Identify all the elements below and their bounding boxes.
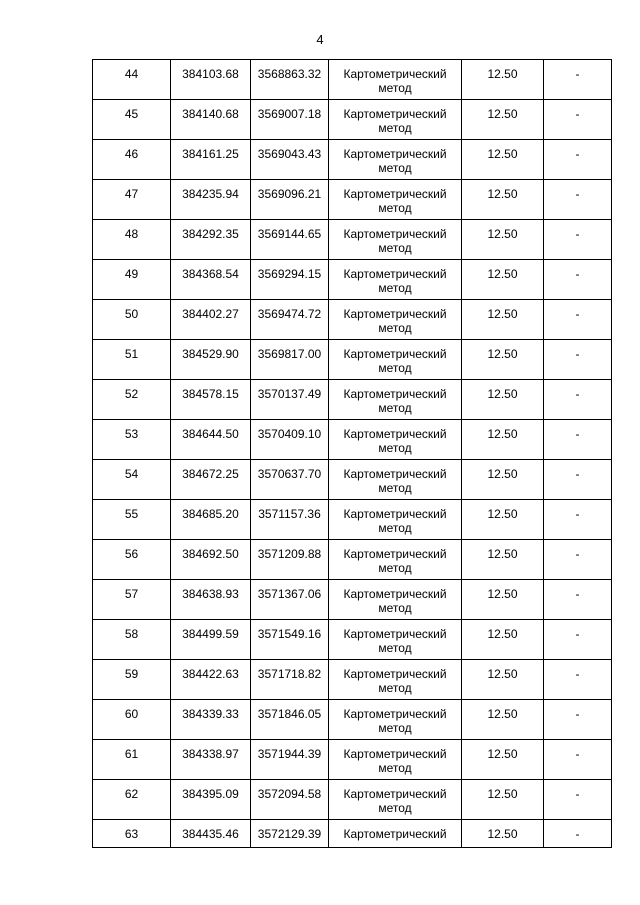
accuracy-cell-text: 12.50 — [487, 747, 518, 761]
x-coordinate-cell-text: 384395.09 — [182, 787, 239, 801]
accuracy-cell-text: 12.50 — [487, 307, 518, 321]
method-cell — [329, 60, 462, 100]
coordinates-table-body — [93, 60, 612, 848]
accuracy-cell — [462, 540, 544, 580]
accuracy-cell-text: 12.50 — [487, 547, 518, 561]
y-coordinate-cell-text: 3571944.39 — [257, 747, 322, 761]
method-cell-text: Картометрический метод — [343, 347, 447, 375]
point-number-cell-text: 44 — [124, 67, 139, 81]
y-coordinate-cell — [251, 380, 329, 420]
accuracy-cell — [462, 220, 544, 260]
coordinates-table — [92, 59, 612, 848]
y-coordinate-cell-text: 3571718.82 — [257, 667, 322, 681]
point-number-cell — [93, 620, 171, 660]
y-coordinate-cell — [251, 140, 329, 180]
accuracy-cell — [462, 340, 544, 380]
y-coordinate-cell-text: 3568863.32 — [257, 67, 322, 81]
y-coordinate-cell-text: 3569474.72 — [257, 307, 322, 321]
table-row — [93, 700, 612, 740]
method-cell — [329, 260, 462, 300]
point-number-cell-text: 54 — [124, 467, 139, 481]
point-number-cell — [93, 380, 171, 420]
point-number-cell — [93, 140, 171, 180]
note-cell — [544, 420, 612, 460]
table-row — [93, 620, 612, 660]
point-number-cell — [93, 260, 171, 300]
x-coordinate-cell — [171, 340, 251, 380]
y-coordinate-cell — [251, 340, 329, 380]
point-number-cell-text: 56 — [124, 547, 139, 561]
x-coordinate-cell — [171, 140, 251, 180]
y-coordinate-cell — [251, 740, 329, 780]
y-coordinate-cell-text: 3572094.58 — [257, 787, 322, 801]
method-cell — [329, 300, 462, 340]
x-coordinate-cell — [171, 820, 251, 848]
x-coordinate-cell-text: 384644.50 — [182, 427, 239, 441]
y-coordinate-cell-text: 3570137.49 — [257, 387, 322, 401]
accuracy-cell-text: 12.50 — [487, 507, 518, 521]
x-coordinate-cell — [171, 220, 251, 260]
x-coordinate-cell-text: 384499.59 — [182, 627, 239, 641]
x-coordinate-cell-text: 384292.35 — [182, 227, 239, 241]
x-coordinate-cell-text: 384339.33 — [182, 707, 239, 721]
table-row — [93, 340, 612, 380]
method-cell — [329, 780, 462, 820]
accuracy-cell-text: 12.50 — [487, 267, 518, 281]
note-cell-text: - — [575, 627, 580, 641]
point-number-cell-text: 46 — [124, 147, 139, 161]
note-cell — [544, 700, 612, 740]
x-coordinate-cell-text: 384638.93 — [182, 587, 239, 601]
note-cell-text: - — [575, 187, 580, 201]
accuracy-cell — [462, 820, 544, 848]
x-coordinate-cell — [171, 100, 251, 140]
accuracy-cell — [462, 780, 544, 820]
note-cell — [544, 260, 612, 300]
x-coordinate-cell — [171, 700, 251, 740]
table-row — [93, 60, 612, 100]
x-coordinate-cell-text: 384140.68 — [182, 107, 239, 121]
note-cell — [544, 820, 612, 848]
accuracy-cell-text: 12.50 — [487, 787, 518, 801]
table-row — [93, 460, 612, 500]
method-cell-text: Картометрический метод — [343, 427, 447, 455]
x-coordinate-cell — [171, 380, 251, 420]
accuracy-cell — [462, 300, 544, 340]
y-coordinate-cell-text: 3572129.39 — [257, 827, 322, 841]
x-coordinate-cell — [171, 460, 251, 500]
accuracy-cell — [462, 620, 544, 660]
point-number-cell — [93, 460, 171, 500]
point-number-cell — [93, 660, 171, 700]
table-row — [93, 140, 612, 180]
x-coordinate-cell — [171, 420, 251, 460]
note-cell — [544, 100, 612, 140]
point-number-cell — [93, 740, 171, 780]
method-cell — [329, 380, 462, 420]
y-coordinate-cell — [251, 300, 329, 340]
table-row — [93, 820, 612, 848]
table-row — [93, 740, 612, 780]
x-coordinate-cell — [171, 260, 251, 300]
x-coordinate-cell — [171, 300, 251, 340]
method-cell-text: Картометрический метод — [343, 107, 447, 135]
x-coordinate-cell-text: 384422.63 — [182, 667, 239, 681]
y-coordinate-cell — [251, 580, 329, 620]
x-coordinate-cell-text: 384338.97 — [182, 747, 239, 761]
point-number-cell-text: 47 — [124, 187, 139, 201]
x-coordinate-cell — [171, 500, 251, 540]
x-coordinate-cell — [171, 740, 251, 780]
note-cell-text: - — [575, 267, 580, 281]
point-number-cell-text: 63 — [124, 827, 139, 841]
table-row — [93, 220, 612, 260]
method-cell-text: Картометрический метод — [343, 387, 447, 415]
x-coordinate-cell — [171, 60, 251, 100]
accuracy-cell-text: 12.50 — [487, 387, 518, 401]
table-row — [93, 420, 612, 460]
note-cell — [544, 180, 612, 220]
note-cell-text: - — [575, 707, 580, 721]
point-number-cell — [93, 180, 171, 220]
y-coordinate-cell-text: 3569294.15 — [257, 267, 322, 281]
point-number-cell — [93, 420, 171, 460]
accuracy-cell — [462, 660, 544, 700]
y-coordinate-cell-text: 3569043.43 — [257, 147, 322, 161]
method-cell-text: Картометрический — [343, 827, 447, 841]
y-coordinate-cell-text: 3570409.10 — [257, 427, 322, 441]
page-number: 4 — [316, 32, 324, 47]
y-coordinate-cell — [251, 60, 329, 100]
y-coordinate-cell — [251, 780, 329, 820]
point-number-cell — [93, 500, 171, 540]
method-cell — [329, 180, 462, 220]
point-number-cell-text: 53 — [124, 427, 139, 441]
note-cell-text: - — [575, 667, 580, 681]
point-number-cell-text: 57 — [124, 587, 139, 601]
accuracy-cell — [462, 180, 544, 220]
method-cell — [329, 620, 462, 660]
accuracy-cell-text: 12.50 — [487, 347, 518, 361]
method-cell-text: Картометрический метод — [343, 307, 447, 335]
x-coordinate-cell-text: 384692.50 — [182, 547, 239, 561]
accuracy-cell — [462, 260, 544, 300]
point-number-cell-text: 62 — [124, 787, 139, 801]
y-coordinate-cell — [251, 420, 329, 460]
point-number-cell — [93, 700, 171, 740]
y-coordinate-cell — [251, 700, 329, 740]
x-coordinate-cell — [171, 580, 251, 620]
method-cell — [329, 460, 462, 500]
point-number-cell-text: 49 — [124, 267, 139, 281]
table-row — [93, 380, 612, 420]
method-cell-text: Картометрический метод — [343, 227, 447, 255]
accuracy-cell — [462, 700, 544, 740]
y-coordinate-cell — [251, 460, 329, 500]
x-coordinate-cell-text: 384235.94 — [182, 187, 239, 201]
method-cell-text: Картометрический метод — [343, 587, 447, 615]
note-cell — [544, 300, 612, 340]
point-number-cell — [93, 340, 171, 380]
accuracy-cell — [462, 580, 544, 620]
method-cell-text: Картометрический метод — [343, 707, 447, 735]
note-cell — [544, 540, 612, 580]
point-number-cell — [93, 820, 171, 848]
note-cell — [544, 60, 612, 100]
method-cell — [329, 660, 462, 700]
x-coordinate-cell — [171, 620, 251, 660]
y-coordinate-cell-text: 3569007.18 — [257, 107, 322, 121]
y-coordinate-cell — [251, 620, 329, 660]
accuracy-cell-text: 12.50 — [487, 827, 518, 841]
note-cell — [544, 220, 612, 260]
point-number-cell-text: 50 — [124, 307, 139, 321]
y-coordinate-cell — [251, 100, 329, 140]
note-cell-text: - — [575, 467, 580, 481]
y-coordinate-cell — [251, 540, 329, 580]
method-cell — [329, 580, 462, 620]
method-cell-text: Картометрический метод — [343, 747, 447, 775]
note-cell — [544, 740, 612, 780]
point-number-cell — [93, 540, 171, 580]
method-cell — [329, 820, 462, 848]
method-cell-text: Картометрический метод — [343, 187, 447, 215]
method-cell — [329, 220, 462, 260]
point-number-cell-text: 55 — [124, 507, 139, 521]
point-number-cell-text: 59 — [124, 667, 139, 681]
accuracy-cell-text: 12.50 — [487, 467, 518, 481]
method-cell — [329, 500, 462, 540]
y-coordinate-cell — [251, 260, 329, 300]
y-coordinate-cell — [251, 500, 329, 540]
x-coordinate-cell — [171, 780, 251, 820]
point-number-cell-text: 45 — [124, 107, 139, 121]
table-row — [93, 100, 612, 140]
point-number-cell — [93, 580, 171, 620]
method-cell-text: Картометрический метод — [343, 467, 447, 495]
point-number-cell-text: 51 — [124, 347, 139, 361]
y-coordinate-cell — [251, 660, 329, 700]
point-number-cell-text: 61 — [124, 747, 139, 761]
x-coordinate-cell-text: 384578.15 — [182, 387, 239, 401]
accuracy-cell — [462, 60, 544, 100]
note-cell-text: - — [575, 307, 580, 321]
method-cell — [329, 740, 462, 780]
method-cell-text: Картометрический метод — [343, 667, 447, 695]
accuracy-cell-text: 12.50 — [487, 587, 518, 601]
x-coordinate-cell-text: 384368.54 — [182, 267, 239, 281]
accuracy-cell-text: 12.50 — [487, 707, 518, 721]
accuracy-cell-text: 12.50 — [487, 187, 518, 201]
note-cell — [544, 620, 612, 660]
accuracy-cell — [462, 100, 544, 140]
accuracy-cell-text: 12.50 — [487, 67, 518, 81]
note-cell — [544, 340, 612, 380]
y-coordinate-cell-text: 3571367.06 — [257, 587, 322, 601]
note-cell-text: - — [575, 427, 580, 441]
y-coordinate-cell — [251, 220, 329, 260]
y-coordinate-cell — [251, 820, 329, 848]
y-coordinate-cell — [251, 180, 329, 220]
table-row — [93, 660, 612, 700]
method-cell — [329, 140, 462, 180]
point-number-cell-text: 58 — [124, 627, 139, 641]
accuracy-cell-text: 12.50 — [487, 627, 518, 641]
note-cell-text: - — [575, 747, 580, 761]
table-row — [93, 180, 612, 220]
note-cell-text: - — [575, 547, 580, 561]
method-cell — [329, 540, 462, 580]
note-cell — [544, 500, 612, 540]
method-cell-text: Картометрический метод — [343, 627, 447, 655]
point-number-cell — [93, 220, 171, 260]
note-cell-text: - — [575, 107, 580, 121]
point-number-cell — [93, 100, 171, 140]
y-coordinate-cell-text: 3569096.21 — [257, 187, 322, 201]
x-coordinate-cell — [171, 540, 251, 580]
x-coordinate-cell — [171, 180, 251, 220]
note-cell-text: - — [575, 587, 580, 601]
note-cell-text: - — [575, 227, 580, 241]
table-row — [93, 500, 612, 540]
note-cell — [544, 580, 612, 620]
note-cell — [544, 140, 612, 180]
table-row — [93, 780, 612, 820]
point-number-cell — [93, 300, 171, 340]
method-cell-text: Картометрический метод — [343, 147, 447, 175]
note-cell — [544, 780, 612, 820]
y-coordinate-cell-text: 3569817.00 — [257, 347, 322, 361]
y-coordinate-cell-text: 3571846.05 — [257, 707, 322, 721]
note-cell-text: - — [575, 67, 580, 81]
method-cell — [329, 700, 462, 740]
point-number-cell — [93, 60, 171, 100]
accuracy-cell-text: 12.50 — [487, 427, 518, 441]
x-coordinate-cell-text: 384435.46 — [182, 827, 239, 841]
method-cell — [329, 100, 462, 140]
method-cell-text: Картометрический метод — [343, 267, 447, 295]
accuracy-cell-text: 12.50 — [487, 667, 518, 681]
note-cell-text: - — [575, 787, 580, 801]
note-cell-text: - — [575, 147, 580, 161]
x-coordinate-cell-text: 384685.20 — [182, 507, 239, 521]
accuracy-cell — [462, 500, 544, 540]
method-cell — [329, 340, 462, 380]
table-row — [93, 580, 612, 620]
note-cell — [544, 380, 612, 420]
accuracy-cell-text: 12.50 — [487, 107, 518, 121]
method-cell-text: Картометрический метод — [343, 67, 447, 95]
method-cell-text: Картометрический метод — [343, 507, 447, 535]
accuracy-cell — [462, 460, 544, 500]
point-number-cell-text: 52 — [124, 387, 139, 401]
point-number-cell-text: 60 — [124, 707, 139, 721]
accuracy-cell — [462, 420, 544, 460]
point-number-cell-text: 48 — [124, 227, 139, 241]
table-row — [93, 540, 612, 580]
accuracy-cell — [462, 380, 544, 420]
y-coordinate-cell-text: 3569144.65 — [257, 227, 322, 241]
method-cell-text: Картометрический метод — [343, 787, 447, 815]
point-number-cell — [93, 780, 171, 820]
x-coordinate-cell-text: 384529.90 — [182, 347, 239, 361]
accuracy-cell — [462, 140, 544, 180]
note-cell-text: - — [575, 827, 580, 841]
y-coordinate-cell-text: 3571549.16 — [257, 627, 322, 641]
table-row — [93, 260, 612, 300]
x-coordinate-cell-text: 384103.68 — [182, 67, 239, 81]
accuracy-cell-text: 12.50 — [487, 147, 518, 161]
y-coordinate-cell-text: 3571157.36 — [258, 507, 321, 521]
note-cell-text: - — [575, 387, 580, 401]
note-cell — [544, 460, 612, 500]
x-coordinate-cell-text: 384672.25 — [182, 467, 239, 481]
x-coordinate-cell-text: 384161.25 — [182, 147, 239, 161]
method-cell-text: Картометрический метод — [343, 547, 447, 575]
x-coordinate-cell-text: 384402.27 — [182, 307, 239, 321]
table-row — [93, 300, 612, 340]
note-cell-text: - — [575, 347, 580, 361]
y-coordinate-cell-text: 3571209.88 — [257, 547, 322, 561]
method-cell — [329, 420, 462, 460]
note-cell-text: - — [575, 507, 580, 521]
note-cell — [544, 660, 612, 700]
accuracy-cell — [462, 740, 544, 780]
x-coordinate-cell — [171, 660, 251, 700]
accuracy-cell-text: 12.50 — [487, 227, 518, 241]
y-coordinate-cell-text: 3570637.70 — [257, 467, 322, 481]
